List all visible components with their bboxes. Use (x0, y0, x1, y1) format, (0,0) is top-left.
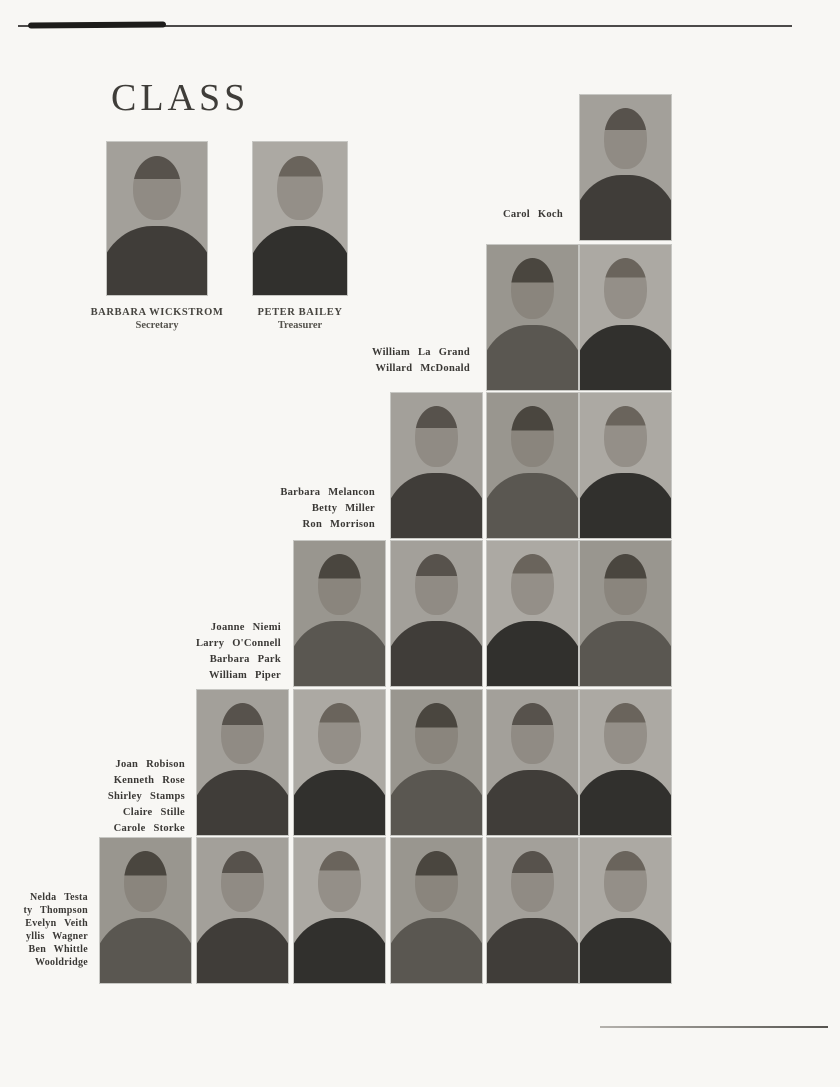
student-name: Larry O'Connell (195, 638, 281, 649)
portrait-photo-barbara-park (487, 541, 578, 686)
student-name: William La Grand (371, 347, 470, 358)
portrait-photo-claire-stille (487, 690, 578, 835)
name-group-row-5 (108, 757, 185, 837)
officer-role: Secretary (135, 320, 179, 331)
portrait-photo-larry-oconnell (391, 541, 482, 686)
student-name: Barbara Melancon (280, 487, 375, 498)
officer-caption (77, 307, 237, 331)
officer-name: BARBARA WICKSTROM (90, 307, 224, 318)
student-name: ty Thompson (23, 905, 88, 916)
portrait-photo-barbara-melancon (391, 393, 482, 538)
student-name: Barbara Park (209, 654, 281, 665)
page-bottom-edge-line (600, 1026, 828, 1028)
portrait-photo-kenneth-rose (294, 690, 385, 835)
student-name: William Piper (209, 670, 281, 681)
portrait-photo-willard-mcdonald (580, 245, 671, 390)
portrait-photo-wooldridge (580, 838, 671, 983)
portrait-photo-joanne-niemi (294, 541, 385, 686)
name-group-row-3 (280, 485, 375, 533)
student-name: Joan Robison (115, 759, 185, 770)
portrait-photo-carole-storke (580, 690, 671, 835)
student-name: Carol Koch (502, 209, 563, 220)
student-name: Evelyn Veith (25, 918, 88, 929)
name-group-row-1 (503, 207, 563, 223)
student-name: Wooldridge (34, 957, 88, 968)
student-name: Betty Miller (311, 503, 375, 514)
name-group-row-2 (372, 345, 470, 377)
portrait-photo-wagner (391, 838, 482, 983)
student-name: Willard McDonald (375, 363, 470, 374)
portrait-photo-carol-koch (580, 95, 671, 240)
officer-name: PETER BAILEY (257, 307, 343, 318)
officer-figure-secretary (77, 142, 237, 331)
page-top-edge-smudge (28, 22, 166, 29)
name-group-row-4 (196, 620, 281, 684)
portrait-photo-joan-robison (197, 690, 288, 835)
student-name: Claire Stille (122, 807, 185, 818)
portrait-photo-ben-whittle (487, 838, 578, 983)
page-title: CLASS (111, 77, 250, 119)
student-name: Kenneth Rose (113, 775, 185, 786)
portrait-photo-shirley-stamps (391, 690, 482, 835)
student-name: Ben Whittle (28, 944, 88, 955)
portrait-photo-nelda-testa (100, 838, 191, 983)
portrait-photo-evelyn-veith (294, 838, 385, 983)
portrait-photo-william-piper (580, 541, 671, 686)
officer-figure-treasurer (220, 142, 380, 331)
portrait-photo-ron-morrison (580, 393, 671, 538)
student-name: Joanne Niemi (210, 622, 281, 633)
student-name: Nelda Testa (29, 892, 88, 903)
portrait-photo-william-la-grand (487, 245, 578, 390)
name-group-row-6 (23, 891, 88, 969)
student-name: Shirley Stamps (107, 791, 185, 802)
officer-role: Treasurer (277, 320, 323, 331)
officer-caption (220, 307, 380, 331)
portrait-photo-peter-bailey (253, 142, 347, 295)
student-name: Carole Storke (113, 823, 185, 834)
student-name: yllis Wagner (25, 931, 88, 942)
portrait-photo-betty-miller (487, 393, 578, 538)
portrait-photo-barbara-wickstrom (107, 142, 207, 295)
portrait-photo-thompson (197, 838, 288, 983)
student-name: Ron Morrison (302, 519, 375, 530)
